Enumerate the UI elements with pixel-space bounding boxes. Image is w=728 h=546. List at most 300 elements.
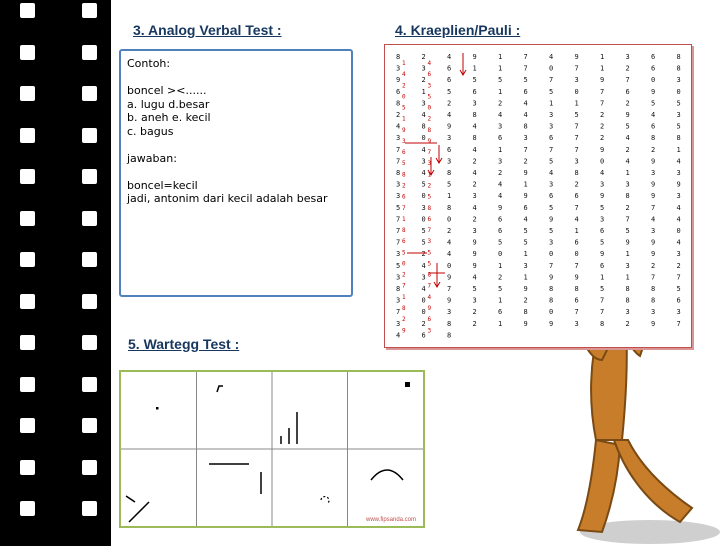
kraeplien-digit: 3 (625, 308, 630, 317)
wartegg-grid (119, 370, 425, 528)
kraeplien-answer-mark: 5 (402, 160, 406, 168)
analog-example-box (119, 49, 353, 297)
kraeplien-digit: 3 (447, 134, 452, 143)
kraeplien-digit: 5 (549, 87, 554, 96)
kraeplien-digit: 7 (396, 238, 401, 247)
kraeplien-answer-mark: 7 (402, 282, 406, 290)
kraeplien-digit: 0 (676, 227, 681, 235)
kraeplien-answer-mark: 9 (402, 327, 406, 335)
kraeplien-digit: 5 (498, 285, 503, 293)
kraeplien-digit: 8 (523, 308, 528, 317)
film-hole (20, 377, 35, 392)
analog-line: b. aneh e. kecil (127, 111, 211, 124)
kraeplien-digit: 9 (447, 122, 452, 131)
kraeplien-digit: 8 (651, 285, 656, 293)
kraeplien-digit: 3 (396, 64, 401, 73)
kraeplien-answer-mark: 4 (402, 71, 406, 79)
kraeplien-digit: 6 (574, 238, 579, 247)
kraeplien-digit: 6 (396, 87, 401, 96)
kraeplien-digit: 9 (625, 238, 630, 247)
kraeplien-answer-mark: 0 (402, 260, 406, 268)
film-hole (82, 418, 97, 433)
kraeplien-digit: 4 (600, 169, 605, 177)
kraeplien-digit: 8 (472, 134, 477, 143)
kraeplien-digit: 9 (523, 192, 528, 201)
film-hole (20, 86, 35, 101)
kraeplien-digit: 4 (472, 145, 477, 154)
kraeplien-digit: 3 (396, 319, 401, 328)
kraeplien-digit: 7 (574, 261, 579, 270)
kraeplien-digit: 1 (625, 169, 630, 177)
kraeplien-digit: 8 (447, 203, 452, 212)
film-hole (20, 294, 35, 309)
analog-line: Contoh: (127, 57, 171, 70)
kraeplien-digit: 4 (498, 180, 503, 189)
kraeplien-digit: 9 (472, 261, 477, 270)
kraeplien-answer-mark: 8 (427, 204, 432, 212)
kraeplien-answer-mark: 8 (402, 304, 406, 312)
kraeplien-digit: 7 (574, 308, 579, 317)
kraeplien-digit: 0 (549, 64, 554, 73)
kraeplien-digit: 1 (600, 273, 605, 282)
kraeplien-digit: 9 (651, 319, 656, 328)
kraeplien-digit: 4 (421, 261, 426, 270)
kraeplien-digit: 9 (651, 238, 656, 247)
kraeplien-digit: 0 (421, 215, 426, 224)
kraeplien-answer-mark: 6 (402, 238, 406, 246)
film-hole (82, 335, 97, 350)
kraeplien-digit: 1 (523, 180, 528, 189)
kraeplien-digit: 2 (498, 273, 503, 282)
kraeplien-digit: 5 (523, 238, 528, 247)
kraeplien-digit: 8 (396, 169, 401, 177)
kraeplien-digit: 7 (574, 64, 579, 73)
kraeplien-digit: 9 (600, 250, 605, 259)
kraeplien-answer-mark: 4 (427, 293, 432, 301)
kraeplien-digit: 9 (472, 250, 477, 259)
kraeplien-digit: 3 (421, 273, 426, 282)
kraeplien-digit: 7 (600, 99, 605, 108)
kraeplien-digit: 8 (676, 64, 681, 73)
kraeplien-digit: 8 (396, 53, 401, 61)
kraeplien-answer-mark: 8 (427, 126, 432, 134)
kraeplien-digit: 3 (549, 180, 554, 189)
kraeplien-answer-mark: 2 (402, 82, 406, 90)
kraeplien-answer-mark: 8 (427, 271, 432, 279)
kraeplien-sheet (384, 44, 692, 348)
kraeplien-digit: 8 (447, 169, 452, 177)
kraeplien-digit: 7 (396, 157, 401, 166)
kraeplien-digit: 6 (600, 227, 605, 235)
kraeplien-digit: 3 (549, 111, 554, 119)
kraeplien-digit: 7 (574, 203, 579, 212)
kraeplien-digit: 4 (421, 285, 426, 293)
kraeplien-digit: 5 (549, 203, 554, 212)
kraeplien-digit: 7 (396, 145, 401, 154)
kraeplien-digit: 3 (523, 134, 528, 143)
kraeplien-answer-mark: 2 (402, 271, 406, 279)
kraeplien-digit: 8 (574, 169, 579, 177)
kraeplien-answer-mark: 1 (402, 60, 406, 67)
analog-line: boncel ><...... (127, 84, 207, 97)
kraeplien-digit: 0 (498, 250, 503, 259)
kraeplien-digit: 3 (472, 99, 477, 108)
kraeplien-digit: 2 (600, 134, 605, 143)
kraeplien-number-grid (385, 45, 691, 347)
kraeplien-digit: 9 (651, 180, 656, 189)
kraeplien-answer-mark: 5 (427, 249, 432, 257)
kraeplien-answer-mark: 7 (427, 227, 432, 235)
kraeplien-digit: 3 (549, 122, 554, 131)
kraeplien-digit: 1 (498, 296, 503, 305)
kraeplien-digit: 0 (421, 308, 426, 317)
kraeplien-digit: 7 (651, 203, 656, 212)
kraeplien-digit: 8 (549, 296, 554, 305)
kraeplien-digit: 6 (447, 76, 452, 85)
film-hole (20, 460, 35, 475)
kraeplien-digit: 7 (676, 273, 681, 282)
kraeplien-digit: 2 (472, 180, 477, 189)
analog-line (127, 138, 345, 152)
kraeplien-digit: 1 (625, 273, 630, 282)
kraeplien-digit: 4 (447, 250, 452, 259)
analog-line (127, 71, 345, 85)
kraeplien-digit: 5 (549, 157, 554, 166)
kraeplien-digit: 1 (498, 261, 503, 270)
kraeplien-digit: 9 (523, 285, 528, 293)
kraeplien-digit: 4 (421, 111, 426, 119)
kraeplien-answer-mark: 5 (427, 193, 432, 201)
kraeplien-digit: 1 (498, 64, 503, 73)
kraeplien-digit: 3 (549, 238, 554, 247)
film-hole (20, 211, 35, 226)
kraeplien-digit: 7 (625, 76, 630, 85)
film-strip (0, 0, 111, 546)
kraeplien-answer-mark: 7 (427, 282, 432, 290)
kraeplien-digit: 8 (396, 285, 401, 293)
kraeplien-digit: 7 (396, 215, 401, 224)
kraeplien-digit: 5 (676, 122, 681, 131)
kraeplien-arrow (436, 145, 442, 163)
kraeplien-digit: 6 (523, 87, 528, 96)
kraeplien-digit: 8 (625, 285, 630, 293)
kraeplien-digit: 1 (498, 145, 503, 154)
kraeplien-digit: 5 (447, 180, 452, 189)
kraeplien-digit: 2 (421, 250, 426, 259)
kraeplien-digit: 3 (472, 227, 477, 235)
kraeplien-digit: 9 (600, 145, 605, 154)
kraeplien-digit: 4 (421, 169, 426, 177)
kraeplien-digit: 5 (447, 87, 452, 96)
kraeplien-answer-mark: 6 (402, 149, 406, 157)
kraeplien-digit: 5 (676, 285, 681, 293)
analog-line (127, 165, 345, 179)
kraeplien-digit: 0 (549, 308, 554, 317)
kraeplien-digit: 3 (421, 157, 426, 166)
kraeplien-digit: 8 (447, 331, 452, 340)
kraeplien-digit: 5 (523, 76, 528, 85)
kraeplien-digit: 5 (421, 180, 426, 189)
kraeplien-digit: 2 (523, 157, 528, 166)
kraeplien-digit: 8 (600, 319, 605, 328)
kraeplien-digit: 3 (625, 261, 630, 270)
kraeplien-digit: 6 (651, 64, 656, 73)
kraeplien-answer-mark: 2 (427, 115, 432, 123)
kraeplien-digit: 9 (523, 319, 528, 328)
film-hole (82, 169, 97, 184)
kraeplien-digit: 2 (625, 64, 630, 73)
kraeplien-digit: 1 (676, 145, 681, 154)
kraeplien-digit: 3 (396, 273, 401, 282)
film-hole (82, 128, 97, 143)
kraeplien-digit: 3 (523, 261, 528, 270)
kraeplien-digit: 3 (651, 227, 656, 235)
kraeplien-answer-mark: 9 (427, 304, 432, 312)
kraeplien-digit: 3 (498, 157, 503, 166)
kraeplien-digit: 2 (625, 99, 630, 108)
kraeplien-answer-mark: 6 (427, 71, 432, 79)
kraeplien-digit: 5 (625, 122, 630, 131)
film-hole (20, 252, 35, 267)
kraeplien-digit: 4 (447, 53, 452, 61)
kraeplien-digit: 7 (523, 53, 528, 61)
kraeplien-digit: 9 (651, 250, 656, 259)
kraeplien-digit: 9 (549, 215, 554, 224)
film-hole (82, 3, 97, 18)
kraeplien-digit: 7 (600, 308, 605, 317)
kraeplien-digit: 9 (447, 296, 452, 305)
kraeplien-digit: 7 (396, 308, 401, 317)
kraeplien-digit: 0 (651, 76, 656, 85)
kraeplien-digit: 0 (421, 296, 426, 305)
kraeplien-digit: 8 (625, 192, 630, 201)
kraeplien-digit: 2 (625, 145, 630, 154)
kraeplien-digit: 6 (421, 331, 426, 340)
kraeplien-digit: 7 (600, 87, 605, 96)
kraeplien-digit: 6 (472, 87, 477, 96)
kraeplien-digit: 3 (498, 122, 503, 131)
kraeplien-digit: 3 (676, 250, 681, 259)
kraeplien-digit: 4 (676, 203, 681, 212)
kraeplien-answer-mark: 8 (402, 171, 406, 179)
kraeplien-answer-mark: 5 (427, 93, 432, 101)
film-hole (20, 501, 35, 516)
kraeplien-digit: 3 (574, 319, 579, 328)
kraeplien-digit: 3 (421, 64, 426, 73)
kraeplien-digit: 9 (574, 273, 579, 282)
analog-line: a. lugu d.besar (127, 97, 210, 111)
film-hole (82, 460, 97, 475)
kraeplien-digit: 6 (447, 145, 452, 154)
kraeplien-digit: 6 (498, 227, 503, 235)
kraeplien-answer-mark: 2 (427, 182, 432, 190)
kraeplien-digit: 5 (396, 261, 401, 270)
kraeplien-answer-mark: 5 (402, 249, 406, 257)
kraeplien-digit: 3 (651, 308, 656, 317)
kraeplien-digit: 7 (549, 261, 554, 270)
kraeplien-digit: 6 (625, 87, 630, 96)
film-hole (20, 3, 35, 18)
kraeplien-digit: 5 (523, 227, 528, 235)
kraeplien-digit: 2 (472, 215, 477, 224)
kraeplien-digit: 3 (676, 308, 681, 317)
kraeplien-answer-mark: 6 (427, 316, 432, 324)
kraeplien-digit: 6 (676, 296, 681, 305)
kraeplien-digit: 3 (676, 111, 681, 119)
film-hole (82, 45, 97, 60)
kraeplien-digit: 4 (523, 111, 528, 119)
kraeplien-digit: 2 (472, 157, 477, 166)
kraeplien-digit: 9 (600, 76, 605, 85)
kraeplien-digit: 2 (472, 319, 477, 328)
kraeplien-answer-mark: 3 (427, 238, 432, 246)
kraeplien-digit: 9 (549, 273, 554, 282)
analog-verbal-title: 3. Analog Verbal Test : (133, 22, 282, 38)
kraeplien-digit: 0 (600, 157, 605, 166)
kraeplien-digit: 2 (498, 99, 503, 108)
kraeplien-answer-mark: 8 (402, 227, 406, 235)
wartegg-drawing (121, 372, 423, 526)
kraeplien-digit: 1 (625, 250, 630, 259)
kraeplien-answer-mark: 2 (402, 316, 406, 324)
film-hole (20, 128, 35, 143)
kraeplien-arrow (460, 53, 466, 75)
kraeplien-digit: 9 (676, 180, 681, 189)
kraeplien-digit: 1 (549, 99, 554, 108)
kraeplien-digit: 9 (600, 192, 605, 201)
kraeplien-digit: 5 (421, 238, 426, 247)
kraeplien-digit: 3 (447, 157, 452, 166)
kraeplien-digit: 7 (396, 227, 401, 235)
kraeplien-digit: 2 (625, 203, 630, 212)
kraeplien-digit: 1 (472, 64, 477, 73)
kraeplien-digit: 0 (421, 192, 426, 201)
kraeplien-answer-mark: 7 (427, 149, 432, 157)
kraeplien-digit: 1 (600, 64, 605, 73)
kraeplien-digit: 8 (523, 122, 528, 131)
kraeplien-digit: 0 (447, 261, 452, 270)
kraeplien-digit: 4 (472, 203, 477, 212)
kraeplien-digit: 2 (574, 180, 579, 189)
kraeplien-digit: 7 (549, 76, 554, 85)
watermark-text: www.fipsanda.com (366, 517, 417, 523)
kraeplien-digit: 6 (651, 122, 656, 131)
kraeplien-digit: 5 (549, 227, 554, 235)
kraeplien-digit: 5 (498, 76, 503, 85)
film-hole (20, 45, 35, 60)
kraeplien-digit: 7 (574, 145, 579, 154)
kraeplien-digit: 4 (676, 215, 681, 224)
kraeplien-digit: 5 (600, 238, 605, 247)
kraeplien-answer-mark: 5 (427, 260, 432, 268)
kraeplien-digit: 3 (676, 192, 681, 201)
kraeplien-digit: 4 (421, 145, 426, 154)
kraeplien-digit: 3 (396, 296, 401, 305)
kraeplien-digit: 9 (651, 87, 656, 96)
kraeplien-digit: 4 (447, 238, 452, 247)
kraeplien-digit: 8 (472, 111, 477, 119)
kraeplien-digit: 8 (447, 319, 452, 328)
kraeplien-digit: 6 (651, 53, 656, 61)
kraeplien-digit: 8 (676, 53, 681, 61)
film-hole (20, 335, 35, 350)
film-hole (82, 211, 97, 226)
kraeplien-digit: 8 (574, 285, 579, 293)
kraeplien-digit: 9 (447, 273, 452, 282)
kraeplien-digit: 9 (625, 111, 630, 119)
kraeplien-digit: 0 (421, 134, 426, 143)
kraeplien-digit: 5 (472, 76, 477, 85)
kraeplien-digit: 6 (549, 192, 554, 201)
kraeplien-digit: 3 (396, 134, 401, 143)
kraeplien-digit: 1 (447, 192, 452, 201)
kraeplien-digit: 4 (676, 157, 681, 166)
analog-line: jadi, antonim dari kecil adalah besar (127, 192, 328, 205)
kraeplien-digit: 4 (651, 215, 656, 224)
kraeplien-digit: 4 (396, 331, 401, 340)
kraeplien-digit: 2 (421, 76, 426, 85)
kraeplien-digit: 7 (549, 145, 554, 154)
analog-line: jawaban: (127, 151, 177, 165)
kraeplien-digit: 5 (676, 99, 681, 108)
kraeplien-digit: 5 (625, 227, 630, 235)
film-hole (82, 501, 97, 516)
kraeplien-digit: 4 (625, 157, 630, 166)
kraeplien-digit: 7 (574, 134, 579, 143)
kraeplien-digit: 2 (447, 227, 452, 235)
kraeplien-digit: 8 (676, 134, 681, 143)
kraeplien-digit: 4 (676, 238, 681, 247)
kraeplien-digit: 0 (447, 215, 452, 224)
kraeplien-digit: 1 (600, 53, 605, 61)
kraeplien-digit: 7 (523, 64, 528, 73)
kraeplien-digit: 4 (523, 99, 528, 108)
kraeplien-answer-mark: 9 (402, 126, 406, 134)
kraeplien-answer-mark: 4 (427, 60, 432, 67)
kraeplien-digit: 2 (600, 111, 605, 119)
kraeplien-digit: 9 (498, 203, 503, 212)
kraeplien-digit: 7 (523, 145, 528, 154)
kraeplien-digit: 9 (651, 192, 656, 201)
kraeplien-digit: 6 (600, 261, 605, 270)
kraeplien-digit: 2 (651, 261, 656, 270)
kraeplien-digit: 9 (396, 76, 401, 85)
kraeplien-digit: 7 (625, 215, 630, 224)
wartegg-title: 5. Wartegg Test : (128, 336, 240, 352)
analog-line: c. bagus (127, 124, 174, 138)
kraeplien-digit: 5 (396, 203, 401, 212)
kraeplien-arrow (434, 263, 440, 287)
kraeplien-answer-mark: 0 (402, 93, 406, 101)
kraeplien-digit: 2 (600, 122, 605, 131)
kraeplien-digit: 1 (523, 273, 528, 282)
kraeplien-digit: 3 (396, 180, 401, 189)
kraeplien-digit: 9 (523, 169, 528, 177)
kraeplien-digit: 2 (472, 308, 477, 317)
kraeplien-answer-mark: 6 (427, 215, 432, 223)
kraeplien-answer-mark: 1 (402, 115, 406, 123)
kraeplien-digit: 9 (651, 157, 656, 166)
kraeplien-digit: 2 (625, 319, 630, 328)
kraeplien-digit: 6 (574, 192, 579, 201)
kraeplien-digit: 3 (447, 308, 452, 317)
kraeplien-digit: 2 (498, 169, 503, 177)
kraeplien-answer-mark: 1 (402, 293, 406, 301)
kraeplien-digit: 3 (574, 76, 579, 85)
kraeplien-digit: 4 (472, 273, 477, 282)
kraeplien-digit: 3 (676, 76, 681, 85)
kraeplien-digit: 5 (600, 285, 605, 293)
